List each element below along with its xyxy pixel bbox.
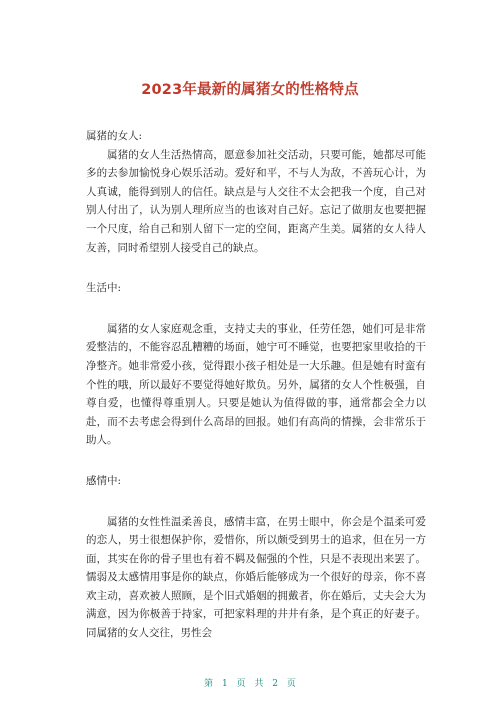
section-heading-life: 生活中: <box>86 282 122 295</box>
section-paragraph-love: 属猪的女性性温柔善良，感情丰富，在男士眼中，你会是个温柔可爱的恋人，男士很想保护你，爱惜你，所以颇受到男士的追求，但在另一方面，其实在你的骨子里也有着不羁及倔强的个性，只是不表现出来罢了。懦弱及太感情用事是你的缺点，你婚后能够成为一个很好的母亲，你不喜欢主动，喜欢被人照顾，是个旧式婚姻的拥戴者，你在婚后，丈夫会大为满意，因为你极善于持家，可把家料理的井井有条，是个真正的好妻子。同属猪的女人交往，男性会 <box>86 515 426 640</box>
section-gap <box>86 491 426 513</box>
section-heading-love: 感情中: <box>86 474 122 487</box>
page-footer: 第 1 页 共 2 页 <box>204 679 296 689</box>
section-gap <box>86 450 426 472</box>
section-gap <box>86 257 426 279</box>
section-heading-pig-woman: 属猪的女人: <box>86 130 143 142</box>
section-paragraph-pig-woman: 属猪的女人生活热情高，愿意参加社交活动，只要可能，她都尽可能多的去参加愉悦身心娱乐活动。爱好和平，不与人为敌，不善玩心计，为人真诚，能得到别人的信任。缺点是与人交往不太会把我一个度，自己对别人付出了，认为别人理所应当的也该对自己好。忘记了做朋友也要把握一个尺度，给自己和别人留下一定的空间，距离产生美。属猪的女人待人友善，同时希望别人接受自己的缺点。 <box>86 148 426 254</box>
section-gap <box>86 298 426 320</box>
page-title: 2023年最新的属猪女的性格特点 <box>141 82 359 98</box>
section-paragraph-life: 属猪的女人家庭观念重，支持丈夫的事业，任劳任怨，她们可是非常爱整洁的，不能容忍乱糟糟的场面，她宁可不睡觉，也要把家里收拾的干净整齐。她非常爱小孩，觉得跟小孩子相处是一大乐趣。但是她有时蛮有个性的哦，所以最好不要觉得她好欺负。另外，属猪的女人个性极强，自尊自爱，也懂得尊重别人。只要是她认为值得做的事，通常都会全力以赴，而不去考虑会得到什么高昂的回报。她们有高尚的情操，会非常乐于助人。 <box>86 322 426 447</box>
document-body <box>86 127 426 643</box>
